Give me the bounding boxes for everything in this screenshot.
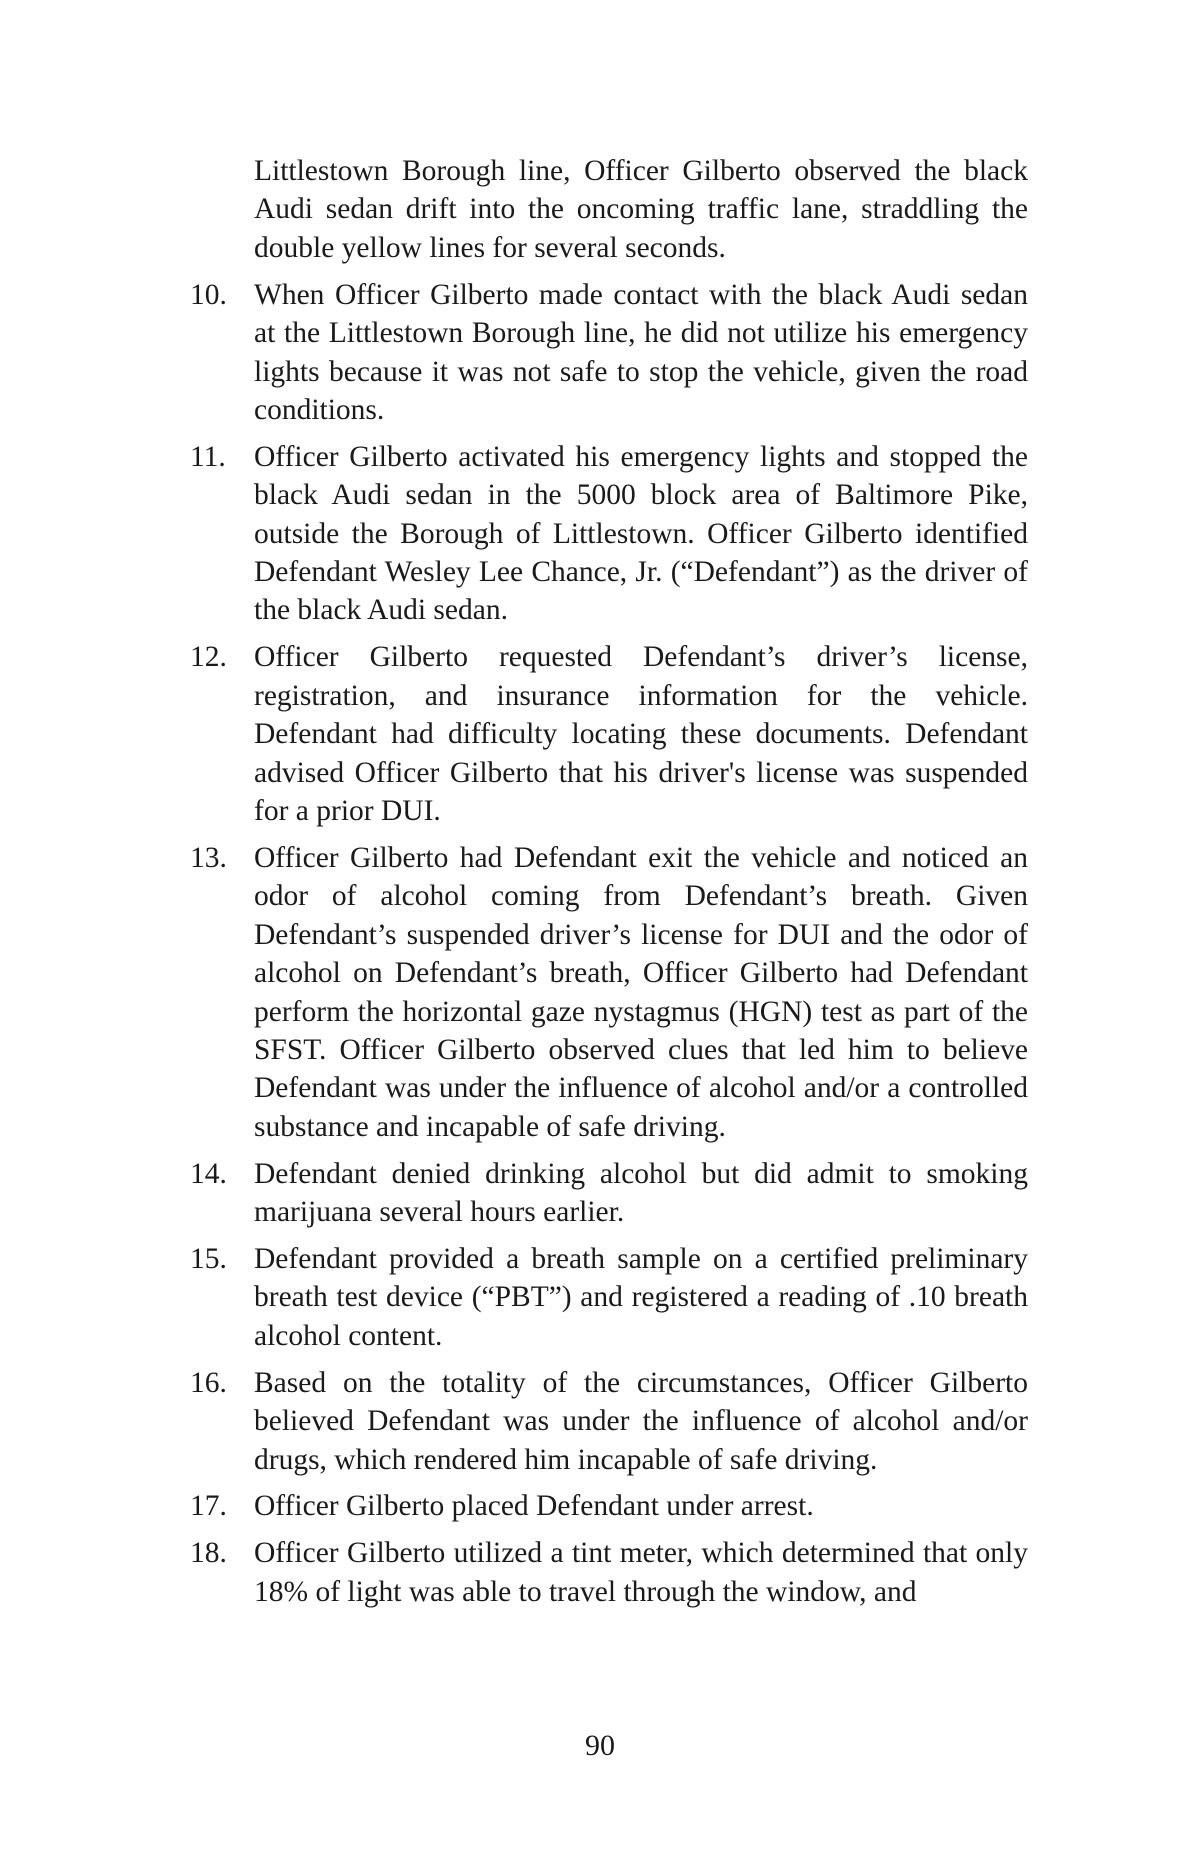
numbered-paragraph-17 [190, 1487, 1028, 1525]
paragraph-number: 15. [190, 1242, 227, 1275]
numbered-paragraph-16 [190, 1364, 1028, 1479]
paragraph-number: 11. [190, 440, 226, 473]
numbered-paragraph-11 [190, 438, 1028, 630]
numbered-paragraph-14 [190, 1155, 1028, 1232]
paragraph-number: 16. [190, 1366, 227, 1399]
paragraph-text: Officer Gilberto activated his emergency lights and stopped the black Audi sedan in the 5000 block area of Baltimore Pike, outside the Borough of Littlestown. Officer Gilberto identified Defendant Wesley Lee Chance, Jr. (“Defendant”) as the driver of the black Audi sedan. [254, 440, 1028, 627]
paragraph-number: 10. [190, 278, 227, 311]
page-number: 90 [585, 1729, 615, 1762]
numbered-paragraph-15 [190, 1240, 1028, 1355]
paragraph-text: Officer Gilberto had Defendant exit the vehicle and noticed an odor of alcohol coming from Defendant’s breath. Given Defendant’s suspended driver’s license for DUI and the odor of alcohol on Defendant’s breath, Officer Gilberto had Defendant perform the horizontal gaze nystagmus (HGN) test as part of the SFST. Officer Gilberto observed clues that led him to believe Defendant was under the influence of alcohol and/or a controlled substance and incapable of safe driving. [254, 841, 1028, 1143]
numbered-paragraph-10 [190, 276, 1028, 430]
paragraph-text: Officer Gilberto requested Defendant’s driver’s license, registration, and insurance information for the vehicle. Defendant had difficulty locating these documents. Defendant advised Officer Gilberto that his driver's license was suspended for a prior DUI. [254, 641, 1028, 827]
continuation-paragraph [190, 152, 1028, 267]
document-body [190, 152, 1028, 1620]
paragraph-text: Based on the totality of the circumstances, Officer Gilberto believed Defendant was under the influence of alcohol and/or drugs, which rendered him incapable of safe driving. [254, 1366, 1028, 1476]
paragraph-text: Defendant provided a breath sample on a certified preliminary breath test device (“PBT”) and registered a reading of .10 breath alcohol content. [254, 1242, 1028, 1352]
paragraph-number: 17. [190, 1490, 227, 1523]
paragraph-text: Defendant denied drinking alcohol but did admit to smoking marijuana several hours earlier. [254, 1157, 1028, 1229]
paragraph-text: Littlestown Borough line, Officer Gilberto observed the black Audi sedan drift into the oncoming traffic lane, straddling the double yellow lines for several seconds. [254, 155, 1028, 264]
paragraph-text: When Officer Gilberto made contact with the black Audi sedan at the Littlestown Borough line, he did not utilize his emergency lights because it was not safe to stop the vehicle, given the road conditions. [254, 278, 1028, 426]
numbered-paragraph-13 [190, 839, 1028, 1146]
paragraph-number: 18. [190, 1537, 227, 1570]
paragraph-number: 12. [190, 641, 227, 674]
numbered-paragraph-18 [190, 1534, 1028, 1611]
numbered-paragraph-12 [190, 638, 1028, 830]
paragraph-text: Officer Gilberto utilized a tint meter, which determined that only 18% of light was able to travel through the window, and [254, 1537, 1028, 1608]
paragraph-number: 14. [190, 1157, 227, 1190]
paragraph-text: Officer Gilberto placed Defendant under arrest. [254, 1490, 814, 1523]
paragraph-number: 13. [190, 841, 227, 874]
